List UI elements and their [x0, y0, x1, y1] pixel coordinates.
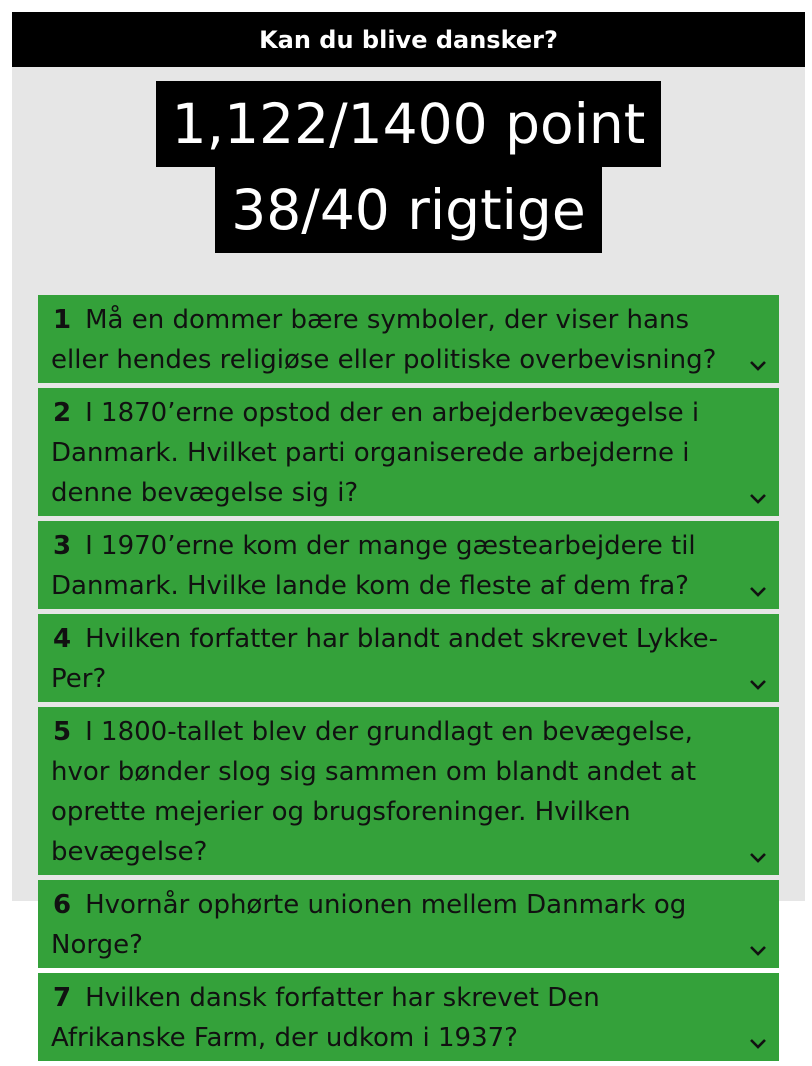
question-text: Hvilken dansk forfatter har skrevet Den Afrikanske Farm, der udkom i 1937? — [51, 983, 600, 1053]
question-text: Hvilken forfatter har blandt andet skrevet Lykke-Per? — [51, 624, 718, 694]
question-number: 1 — [53, 305, 72, 335]
question-number: 2 — [53, 398, 72, 428]
question-list — [38, 295, 779, 1066]
question-item[interactable] — [38, 707, 779, 875]
app-frame — [12, 12, 805, 1053]
chevron-down-icon[interactable] — [747, 488, 769, 510]
question-number: 5 — [53, 717, 72, 747]
score-summary — [12, 81, 805, 253]
question-item[interactable] — [38, 295, 779, 383]
question-text: I 1870’erne opstod der en arbejderbevægelse i Danmark. Hvilket parti organiserede arbejderne i denne bevægelse sig i? — [51, 398, 700, 508]
chevron-down-icon[interactable] — [747, 674, 769, 696]
question-item[interactable] — [38, 614, 779, 702]
question-text: Hvornår ophørte unionen mellem Danmark og Norge? — [51, 890, 687, 960]
question-item[interactable] — [38, 388, 779, 516]
score-correct: 38/40 rigtige — [215, 167, 601, 253]
question-number: 6 — [53, 890, 72, 920]
question-item[interactable] — [38, 521, 779, 609]
chevron-down-icon[interactable] — [747, 847, 769, 869]
chevron-down-icon[interactable] — [747, 940, 769, 962]
question-text: I 1800-tallet blev der grundlagt en bevægelse, hvor bønder slog sig sammen om blandt andet at oprette mejerier og brugsforeninger. Hvilken bevægelse? — [51, 717, 697, 867]
chevron-down-icon[interactable] — [747, 581, 769, 603]
chevron-down-icon[interactable] — [747, 1033, 769, 1055]
question-text: Må en dommer bære symboler, der viser hans eller hendes religiøse eller politiske overbevisning? — [51, 305, 717, 375]
question-number: 4 — [53, 624, 72, 654]
question-number: 3 — [53, 531, 72, 561]
header-bar — [12, 12, 805, 67]
question-item[interactable] — [38, 973, 779, 1061]
chevron-down-icon[interactable] — [747, 355, 769, 377]
question-item[interactable] — [38, 880, 779, 968]
question-text: I 1970’erne kom der mange gæstearbejdere til Danmark. Hvilke lande kom de fleste af dem fra? — [51, 531, 696, 601]
score-points: 1,122/1400 point — [156, 81, 662, 167]
question-number: 7 — [53, 983, 72, 1013]
page-title: Kan du blive dansker? — [259, 25, 558, 54]
